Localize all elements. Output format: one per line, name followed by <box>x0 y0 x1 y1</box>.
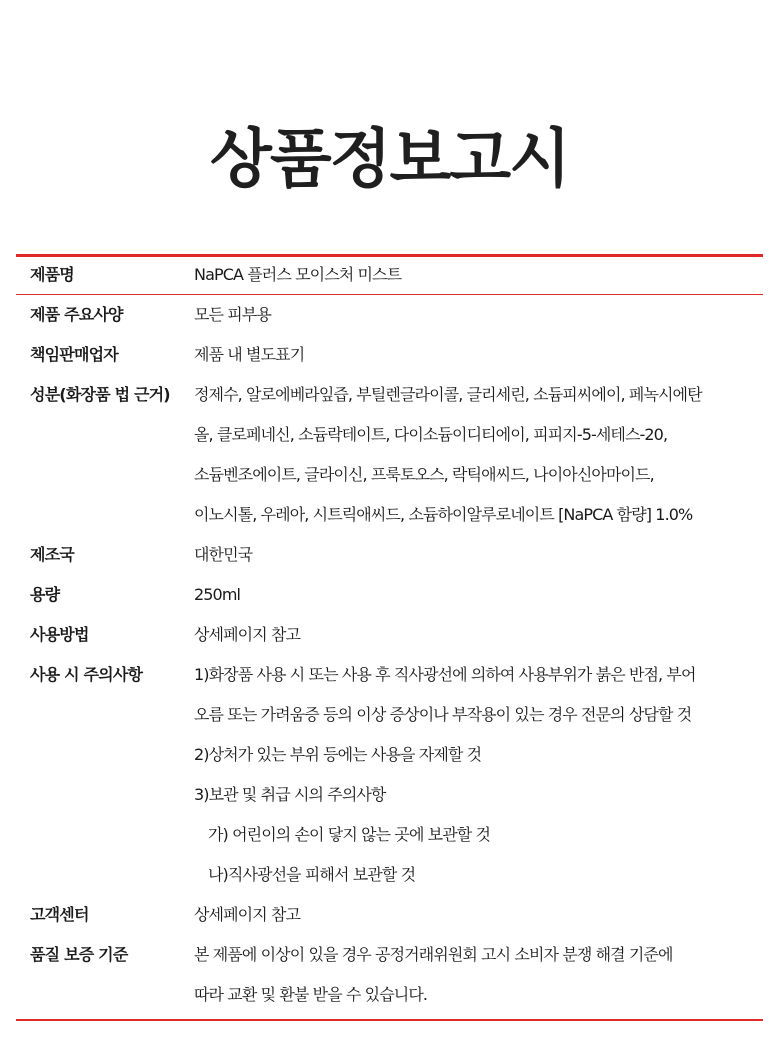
row-label: 책임판매업자 <box>30 345 118 364</box>
row-value-line: 올, 클로페네신, 소듐락테이트, 다이소듐이디티에이, 피피지-5-세테스-20, <box>194 425 668 444</box>
row-value-line: 나)직사광선을 피해서 보관할 것 <box>208 865 416 884</box>
table-row-warranty <box>0 938 779 1018</box>
row-value-line: 3)보관 및 취급 시의 주의사항 <box>194 785 386 804</box>
row-value-line: 소듐벤조에이트, 글라이신, 프룩토오스, 락틱애씨드, 나이아신아마이드, <box>194 465 654 484</box>
table-row-product-name <box>0 258 779 298</box>
row-value-line: 오름 또는 가려움증 등의 이상 증상이나 부작용이 있는 경우 전문의 상담할 것 <box>194 705 692 724</box>
row-value: 제품 내 별도표기 <box>194 345 305 364</box>
row-value-line: 가) 어린이의 손이 닿지 않는 곳에 보관할 것 <box>208 825 491 844</box>
row-label: 고객센터 <box>30 905 89 924</box>
row-label: 제품 주요사양 <box>30 305 123 324</box>
row-label: 사용 시 주의사항 <box>30 665 143 684</box>
row-label: 품질 보증 기준 <box>30 945 128 964</box>
row-label: 사용방법 <box>30 625 89 644</box>
product-info-table <box>0 258 779 1018</box>
row-label: 제조국 <box>30 545 74 564</box>
row-value: 상세페이지 참고 <box>194 625 301 644</box>
row-value: 250ml <box>194 585 241 604</box>
table-row-volume <box>0 578 779 618</box>
page-title: 상품정보고시 <box>210 123 569 197</box>
table-top-rule <box>16 254 763 257</box>
row-value-line: 1)화장품 사용 시 또는 사용 후 직사광선에 의하여 사용부위가 붉은 반점, 부어 <box>194 665 696 684</box>
table-bottom-rule <box>16 1019 763 1021</box>
table-row-ingredients <box>0 378 779 538</box>
row-value-line: 따라 교환 및 환불 받을 수 있습니다. <box>194 985 428 1004</box>
table-row-spec <box>0 298 779 338</box>
table-row-seller <box>0 338 779 378</box>
table-row-usage <box>0 618 779 658</box>
row-value-line: 본 제품에 이상이 있을 경우 공정거래위원회 고시 소비자 분쟁 해결 기준에 <box>194 945 673 964</box>
row-label: 용량 <box>30 585 60 604</box>
row-value: NaPCA 플러스 모이스처 미스트 <box>194 265 402 284</box>
row-value-line: 2)상처가 있는 부위 등에는 사용을 자제할 것 <box>194 745 482 764</box>
row-label: 제품명 <box>30 265 74 284</box>
row-value-line: 정제수, 알로에베라잎즙, 부틸렌글라이콜, 글리세린, 소듐피씨에이, 페녹시에탄 <box>194 385 702 404</box>
table-row-precautions <box>0 658 779 898</box>
table-row-country <box>0 538 779 578</box>
row-value: 대한민국 <box>194 545 253 564</box>
row-label: 성분(화장품 법 근거) <box>30 385 170 404</box>
row-value: 모든 피부용 <box>194 305 271 324</box>
table-row-customer-center <box>0 898 779 938</box>
row-value: 상세페이지 참고 <box>194 905 301 924</box>
row-value-line: 이노시톨, 우레아, 시트릭애씨드, 소듐하이알루로네이트 [NaPCA 함량] 1.0% <box>194 505 693 524</box>
